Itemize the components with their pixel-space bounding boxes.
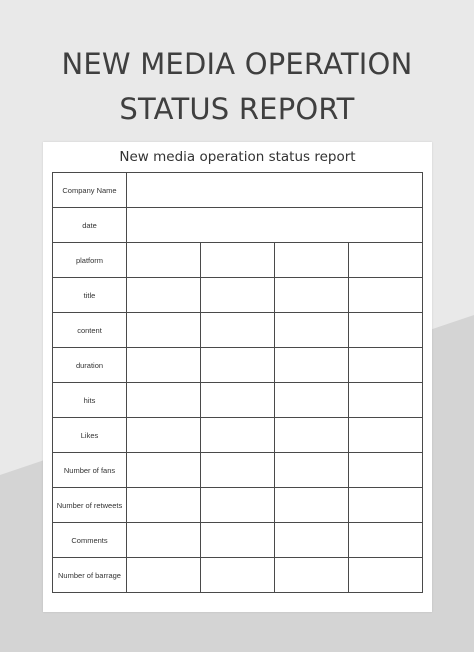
- value-cell[interactable]: [349, 348, 423, 383]
- table-row: [53, 523, 423, 558]
- value-cell[interactable]: [127, 488, 201, 523]
- value-cell[interactable]: [201, 383, 275, 418]
- value-cell[interactable]: [201, 453, 275, 488]
- value-cell[interactable]: [201, 278, 275, 313]
- row-label: Number of fans: [53, 453, 127, 488]
- report-sheet: [43, 142, 432, 612]
- value-cell[interactable]: [201, 313, 275, 348]
- value-cell[interactable]: [201, 418, 275, 453]
- table-row: [53, 348, 423, 383]
- value-cell[interactable]: [349, 383, 423, 418]
- value-cell[interactable]: [127, 313, 201, 348]
- sheet-title: New media operation status report: [119, 149, 356, 165]
- value-cell[interactable]: [349, 243, 423, 278]
- value-cell[interactable]: [127, 278, 201, 313]
- page-title-line-2: STATUS REPORT: [119, 92, 355, 126]
- table-row: [53, 243, 423, 278]
- value-cell[interactable]: [201, 243, 275, 278]
- row-label: title: [53, 278, 127, 313]
- value-cell[interactable]: [275, 278, 349, 313]
- value-cell[interactable]: [349, 523, 423, 558]
- value-cell[interactable]: [275, 523, 349, 558]
- value-cell[interactable]: [127, 523, 201, 558]
- value-cell[interactable]: [201, 558, 275, 593]
- row-label: hits: [53, 383, 127, 418]
- table-row: [53, 278, 423, 313]
- value-cell[interactable]: [127, 558, 201, 593]
- value-cell[interactable]: [275, 488, 349, 523]
- value-cell[interactable]: [275, 453, 349, 488]
- value-cell[interactable]: [127, 453, 201, 488]
- value-cell[interactable]: [201, 523, 275, 558]
- value-cell[interactable]: [127, 208, 423, 243]
- value-cell[interactable]: [349, 453, 423, 488]
- value-cell[interactable]: [275, 348, 349, 383]
- value-cell[interactable]: [349, 313, 423, 348]
- value-cell[interactable]: [127, 383, 201, 418]
- value-cell[interactable]: [275, 243, 349, 278]
- value-cell[interactable]: [127, 418, 201, 453]
- table-row: [53, 173, 423, 208]
- value-cell[interactable]: [349, 418, 423, 453]
- row-label: date: [53, 208, 127, 243]
- table-row: [53, 418, 423, 453]
- value-cell[interactable]: [349, 558, 423, 593]
- report-table: [52, 172, 423, 593]
- table-row: [53, 453, 423, 488]
- table-row: [53, 383, 423, 418]
- value-cell[interactable]: [349, 278, 423, 313]
- table-row: [53, 558, 423, 593]
- table-row: [53, 488, 423, 523]
- row-label: Likes: [53, 418, 127, 453]
- page-title-line-1: NEW MEDIA OPERATION: [61, 47, 413, 81]
- row-label: platform: [53, 243, 127, 278]
- value-cell[interactable]: [127, 243, 201, 278]
- value-cell[interactable]: [275, 558, 349, 593]
- row-label: duration: [53, 348, 127, 383]
- value-cell[interactable]: [127, 348, 201, 383]
- row-label: content: [53, 313, 127, 348]
- row-label: Company Name: [53, 173, 127, 208]
- value-cell[interactable]: [275, 313, 349, 348]
- row-label: Number of barrage: [53, 558, 127, 593]
- value-cell[interactable]: [201, 488, 275, 523]
- row-label: Comments: [53, 523, 127, 558]
- row-label: Number of retweets: [53, 488, 127, 523]
- value-cell[interactable]: [201, 348, 275, 383]
- value-cell[interactable]: [275, 383, 349, 418]
- value-cell[interactable]: [349, 488, 423, 523]
- table-row: [53, 208, 423, 243]
- value-cell[interactable]: [127, 173, 423, 208]
- table-row: [53, 313, 423, 348]
- value-cell[interactable]: [275, 418, 349, 453]
